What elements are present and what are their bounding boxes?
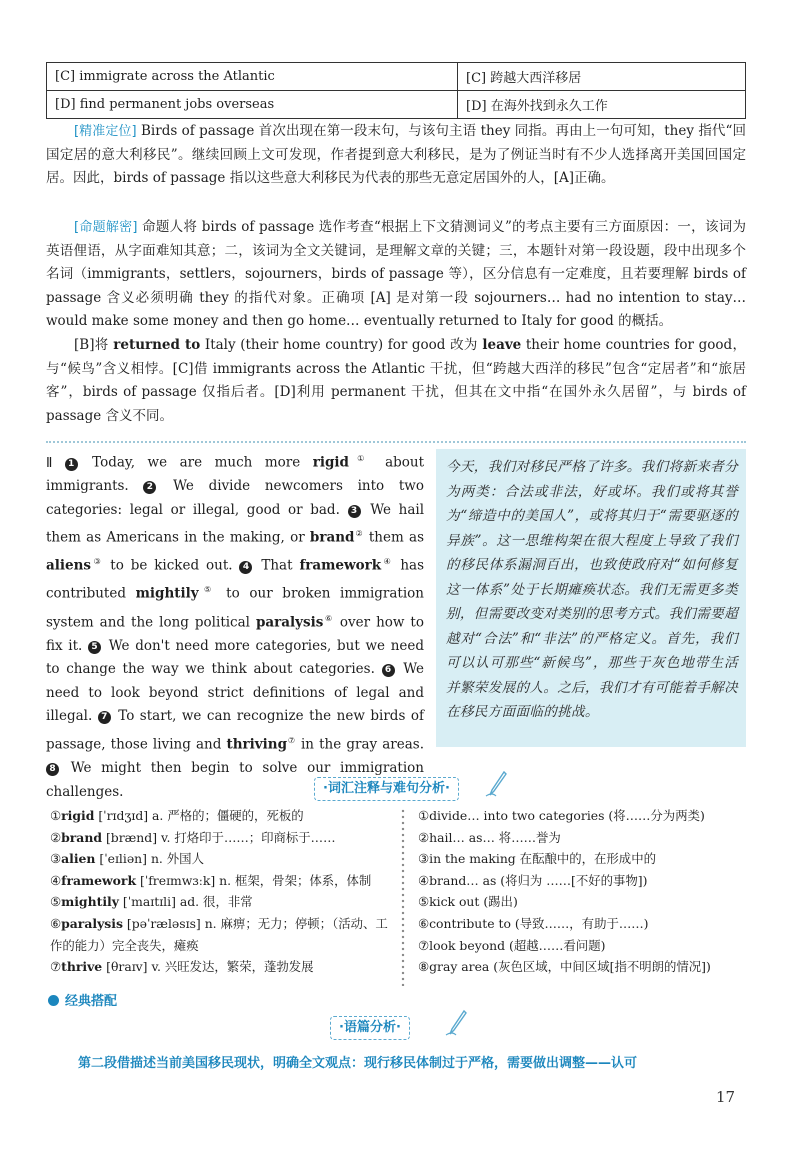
- question-decoding-tag: [命题解密]: [74, 220, 138, 235]
- distractor-text-2: Italy (their home country) for good 改为: [200, 337, 483, 353]
- classic-collocations-heading: [48, 990, 117, 1009]
- option-c-zh: [C] 跨越大西洋移居: [458, 63, 746, 91]
- vocab-list: [50, 805, 395, 978]
- option-row-c: [47, 63, 746, 91]
- sentence-number: 2: [143, 481, 156, 494]
- question-decoding-text: 命题人将 birds of passage 选作考查“根据上下文猜测词义”的考点主要有三方面原因：一，该词为英语俚语，从字面难知其意；二，该词为全文关键词，是理解文章的关键；三，本题针对第一段设题，段中出现多个名词（immigrants，settlers，sojourners，birds of passage 等），区分信息有一定难度，且若要理解 birds of passage 含义必须明确 they 的指代对象。正确项 [A] 是对第一段 sojourners… had no intention to stay… would make some money and then go home… eventually returned to Italy for good 的概括。: [46, 219, 746, 329]
- vocab-marker: ⑤: [198, 585, 217, 595]
- sentence-text: to be kicked out.: [103, 557, 240, 574]
- sentence-text: has contributed: [46, 557, 425, 602]
- sentence-number: 4: [239, 561, 252, 574]
- sentence-text: in the gray areas.: [295, 736, 425, 753]
- phrase-item: ⑦look beyond (超越……看问题): [418, 937, 606, 953]
- phrase-item: ⑥contribute to (导致……，有助于……): [418, 915, 649, 931]
- discourse-section-title: ·语篇分析·: [339, 1020, 401, 1035]
- sentence-number: 5: [88, 641, 101, 654]
- phrase-item: ⑧gray area (灰色区域，中间区域[指不明朗的情况]): [418, 959, 711, 975]
- paragraph-roman-numeral: Ⅱ: [46, 455, 61, 471]
- vocab-word: rigid: [312, 454, 349, 471]
- section-divider: [46, 441, 746, 443]
- vocab-definition: [θraɪv] v. 兴旺发达，繁荣，蓬勃发展: [102, 959, 314, 975]
- column-divider: [399, 808, 407, 986]
- passage-paragraph-2: [46, 447, 424, 804]
- vocab-headword: alien: [61, 851, 96, 867]
- vocab-headword: rigid: [61, 808, 95, 823]
- sentence-text: To start, we can recognize the new birds of passage, those living and: [46, 708, 424, 753]
- distractor-text-3: their home countries for good，与“候鸟”含义相悖。[C]借 immigrants across the Atlantic 干扰，但“跨越大西洋的移民”包含“定居者”和“旅居客”，birds of passage 仅指后者。[D]利用 permanent 干扰，但其在文中指“在国外永久居留”，与 birds of passage 含义不同。: [46, 337, 747, 424]
- vocab-marker: ⑦: [287, 736, 296, 746]
- vocab-headword: mightily: [61, 894, 119, 910]
- translation-text: 今天，我们对移民严格了许多。我们将新来者分为两类：合法或非法，好或坏。我们或将其誉为“缔造中的美国人”，或将其归于“需要驱逐的异族”。这一思维构架在很大程度上导致了我们的移民体系漏洞百出，也致使政府对“如何修复这一体系”处于长期瘫痪状态。我们无需更多类别，但需要改变对类别的思考方式。我们需要超越对“合法”和“非法”的严格定义。首先，我们可以认可那些“新候鸟”，那些于灰色地带生活并繁荣发展的人。之后，我们才有可能着手解决在移民方面面临的挑战。: [446, 459, 738, 720]
- sentence-text: them as: [363, 529, 424, 546]
- option-d-zh: [D] 在海外找到永久工作: [458, 91, 746, 119]
- phrase-item: ②hail… as… 将……誉为: [418, 829, 561, 845]
- phrase-list: [418, 805, 758, 978]
- sentence-number: 3: [348, 505, 361, 518]
- discourse-summary: 第二段借描述当前美国移民现状，明确全文观点：现行移民体制过于严格，需要做出调整——认可: [78, 1056, 638, 1071]
- analysis-distractors: [46, 334, 746, 428]
- sentence-text: over how to fix it.: [46, 614, 424, 654]
- sentence-text: We divide newcomers into two categories: legal or illegal, good or bad.: [46, 478, 424, 518]
- phrase-item: ④brand… as (将归为 ……[不好的事物]): [418, 872, 648, 888]
- vocab-word: brand: [309, 529, 355, 546]
- sentence-text: Today, we are much more: [92, 454, 313, 471]
- vocab-item: [50, 913, 395, 956]
- sentence-number: 6: [382, 664, 395, 677]
- option-row-d: [47, 91, 746, 119]
- sentence-number: 7: [98, 711, 111, 724]
- vocab-headword: thrive: [61, 959, 103, 975]
- sentence-text: That: [261, 557, 300, 574]
- vocab-marker: ⑥: [323, 613, 334, 623]
- vocab-section-title: ·词汇注释与难句分析·: [323, 781, 450, 796]
- vocab-index: ⑥: [50, 915, 62, 931]
- analysis-precise-location: [46, 120, 746, 191]
- vocab-headword: framework: [61, 872, 137, 888]
- vocab-word: mightily: [135, 585, 199, 602]
- vocab-index: ⑤: [50, 894, 62, 910]
- discourse-section-banner: [330, 1016, 410, 1040]
- sentence-number: 8: [46, 763, 59, 776]
- vocab-item: [50, 956, 395, 978]
- options-table: [46, 62, 746, 119]
- sentence-number: 1: [65, 458, 78, 471]
- analysis-question-decoding: [46, 216, 746, 334]
- vocab-item: [50, 891, 395, 913]
- sentence-text: We don't need more categories, but we need to change the way we think about categories.: [46, 637, 425, 678]
- vocab-marker: ③: [91, 557, 104, 567]
- distractor-keyword-1: returned to: [113, 337, 201, 353]
- vocab-marker: ②: [354, 529, 364, 539]
- vocab-word: aliens: [46, 557, 92, 574]
- vocab-definition: [brænd] v. 打烙印于……；印商标于……: [102, 829, 336, 845]
- distractor-text-1: [B]将: [74, 337, 114, 353]
- vocab-word: paralysis: [255, 614, 324, 631]
- vocab-item: [50, 805, 395, 827]
- pen-icon: [484, 770, 508, 798]
- vocab-index: ②: [50, 829, 62, 845]
- vocab-index: ①: [50, 808, 62, 823]
- vocab-item: [50, 827, 395, 849]
- sentence-text: to our broken immigration system and the long political: [46, 585, 424, 631]
- vocab-headword: brand: [61, 829, 103, 845]
- vocab-definition: [ˈeɪliən] n. 外国人: [95, 851, 204, 867]
- vocab-definition: [ˈfreɪmwɜːk] n. 框架，骨架；体系，体制: [136, 872, 372, 888]
- vocab-index: ④: [50, 872, 62, 888]
- vocab-marker: ①: [348, 454, 373, 463]
- phrase-item: ⑤kick out (踢出): [418, 894, 518, 910]
- bullet-dot-icon: [48, 995, 59, 1006]
- vocab-headword: paralysis: [61, 915, 123, 931]
- vocab-word: thriving: [226, 736, 288, 753]
- option-c-en: [C] immigrate across the Atlantic: [47, 63, 458, 91]
- distractor-keyword-2: leave: [482, 337, 522, 353]
- vocab-index: ③: [50, 851, 62, 867]
- sentence-text: We need to look beyond strict definitions of legal and illegal.: [46, 661, 424, 725]
- vocab-section-banner: [314, 777, 459, 801]
- vocab-definition: [pəˈræləsɪs] n. 麻痹；无力；停顿；（活动、工作的能力）完全丧失，瘫痪: [50, 915, 388, 953]
- precise-location-text: Birds of passage 首次出现在第一段末句，与该句主语 they 同指。再由上一句可知，they 指代“回国定居的意大利移民”。继续回顾上文可发现，作者提到意大利移民，是为了例证当时有不少人选择离开美国回国定居。因此，birds of passage 指以这些意大利移民为代表的那些无意定居国外的人，[A]正确。: [46, 123, 746, 186]
- pen-icon: [444, 1009, 468, 1037]
- precise-location-tag: [精准定位]: [74, 124, 137, 139]
- phrase-item: ③in the making 在酝酿中的，在形成中的: [418, 851, 656, 867]
- translation-box: [436, 449, 746, 747]
- vocab-marker: ④: [381, 557, 394, 567]
- sentence-text: We hail them as Americans in the making, or: [46, 501, 425, 546]
- classic-collocations-label: 经典搭配: [65, 994, 118, 1009]
- phrase-item: ①divide… into two categories (将……分为两类): [418, 808, 705, 823]
- vocab-item: [50, 870, 395, 892]
- option-d-en: [D] find permanent jobs overseas: [47, 91, 458, 119]
- sentence-text: about immigrants.: [46, 454, 425, 495]
- vocab-word: framework: [299, 557, 382, 574]
- vocab-item: [50, 848, 395, 870]
- vocab-index: ⑦: [50, 959, 62, 975]
- sentence-text: We might then begin to solve our immigration challenges.: [46, 760, 424, 800]
- vocab-definition: [ˈrɪdʒɪd] a. 严格的；僵硬的，死板的: [94, 808, 304, 823]
- page-number: 17: [716, 1088, 736, 1106]
- vocab-definition: [ˈmaɪtɪli] ad. 很，非常: [118, 894, 253, 910]
